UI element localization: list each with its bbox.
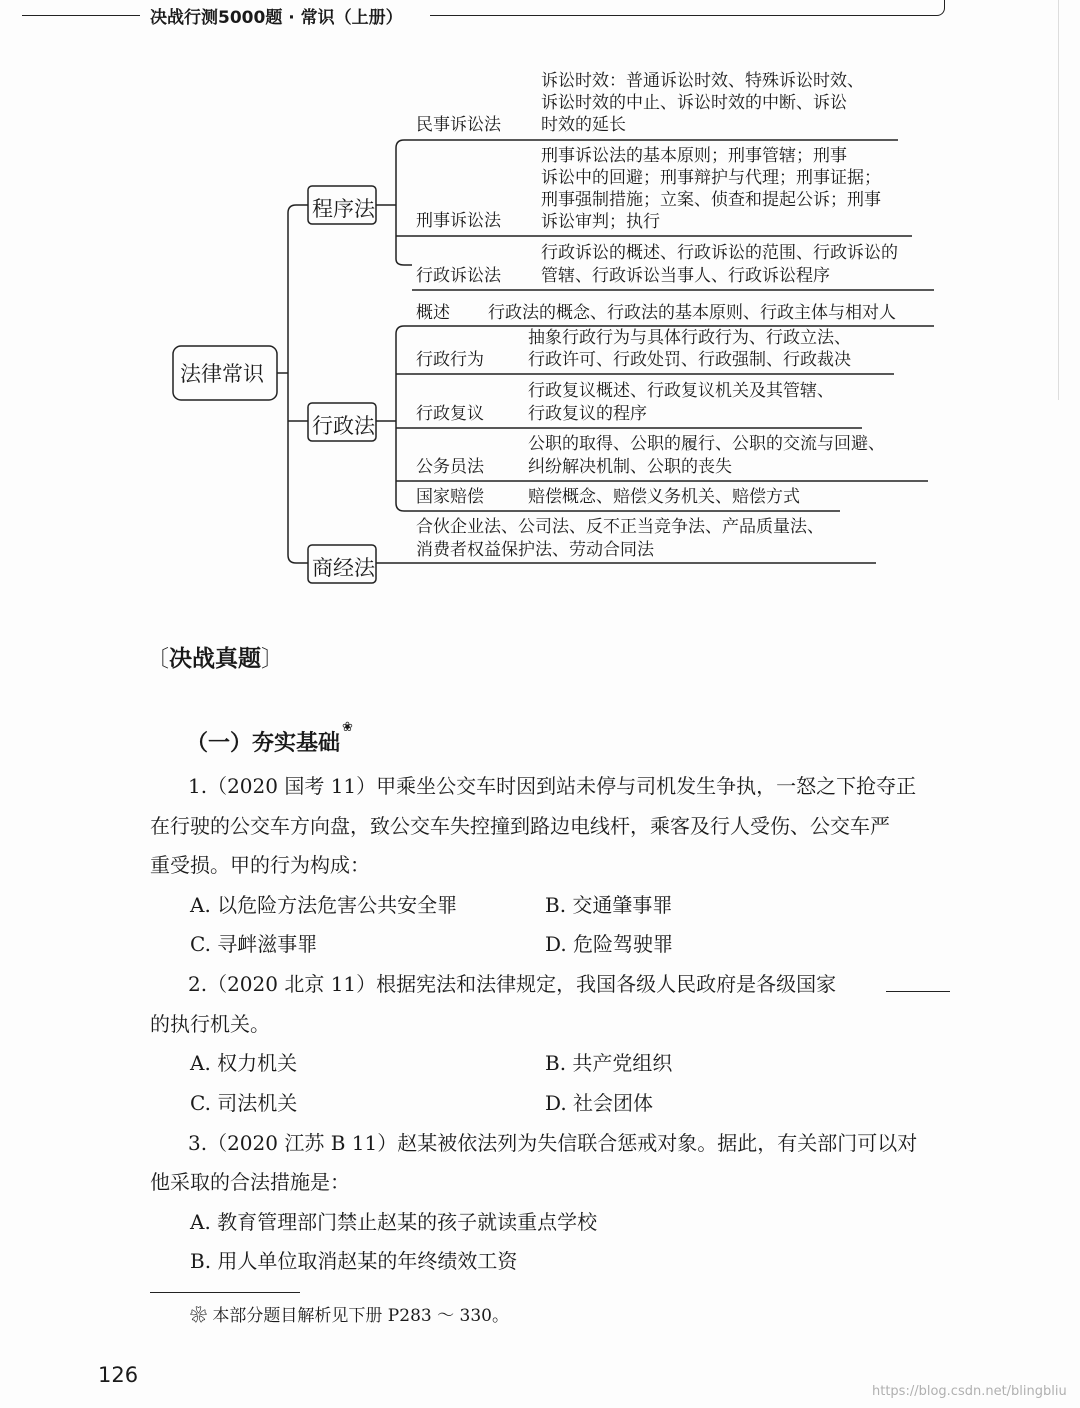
- mindmap-detail-line: 行政法的概念、行政法的基本原则、行政主体与相对人: [488, 303, 896, 323]
- question-3-line: 3.（2020 江苏 B 11）赵某被依法列为失信联合惩戒对象。据此，有关部门可以对: [188, 1131, 918, 1155]
- mindmap-sub-overview: 概述: [416, 303, 450, 323]
- flower-mark-icon: ❀: [342, 720, 353, 735]
- mindmap-detail-line: 公职的取得、公职的履行、公职的交流与回避、: [528, 434, 885, 454]
- mindmap-sub-admin-litigation: 行政诉讼法: [416, 266, 501, 286]
- mindmap-detail-line: 抽象行政行为与具体行政行为、行政立法、: [528, 328, 851, 348]
- section-title-text: 决战真题: [169, 646, 261, 672]
- mindmap-detail-line: 诉讼时效的中止、诉讼时效的中断、诉讼: [541, 93, 847, 113]
- mindmap-detail-line: 合伙企业法、公司法、反不正当竞争法、产品质量法、: [416, 517, 824, 537]
- mindmap-detail-line: 时效的延长: [541, 115, 626, 135]
- page-number: 126: [98, 1363, 139, 1387]
- mindmap-detail-line: 行政许可、行政处罚、行政强制、行政裁决: [528, 350, 851, 370]
- question-1-line: 重受损。甲的行为构成：: [150, 853, 370, 877]
- watermark: https://blog.csdn.net/blingbliu: [872, 1384, 1067, 1399]
- mindmap-detail-line: 纠纷解决机制、公职的丧失: [528, 457, 732, 477]
- mindmap-sub-criminal-procedure: 刑事诉讼法: [416, 211, 501, 231]
- mindmap-sub-state-compensation: 国家赔偿: [416, 487, 484, 507]
- question-1-option-d: D. 危险驾驶罪: [545, 932, 674, 956]
- section-bracket-open: 〔: [146, 646, 169, 672]
- footnote-rule: [150, 1292, 300, 1293]
- mindmap-branch-administrative-law: 行政法: [312, 414, 375, 438]
- question-2-option-a: A. 权力机关: [190, 1051, 298, 1075]
- question-2-option-c: C. 司法机关: [190, 1091, 298, 1115]
- question-2-line: 2.（2020 北京 11）根据宪法和法律规定，我国各级人民政府是各级国家: [188, 972, 837, 996]
- subsection-title-text: （一）夯实基础: [186, 731, 341, 756]
- question-3-option-a: A. 教育管理部门禁止赵某的孩子就读重点学校: [190, 1210, 598, 1234]
- mindmap-detail-line: 诉讼审判；执行: [541, 212, 660, 232]
- mindmap-sub-civil-procedure: 民事诉讼法: [416, 115, 501, 135]
- mindmap-sub-civil-servant: 公务员法: [416, 457, 484, 477]
- mindmap-detail-line: 行政诉讼的概述、行政诉讼的范围、行政诉讼的: [541, 243, 898, 263]
- mindmap-detail-line: 刑事诉讼法的基本原则；刑事管辖；刑事: [541, 146, 847, 166]
- mindmap-detail-line: 消费者权益保护法、劳动合同法: [416, 540, 654, 560]
- mindmap-sub-admin-review: 行政复议: [416, 404, 484, 424]
- mindmap-sub-admin-action: 行政行为: [416, 350, 484, 370]
- question-3-line: 他采取的合法措施是：: [150, 1170, 350, 1194]
- footnote: [190, 1301, 509, 1326]
- mindmap-detail-line: 行政复议概述、行政复议机关及其管辖、: [528, 381, 834, 401]
- mindmap-detail-line: 赔偿概念、赔偿义务机关、赔偿方式: [528, 487, 800, 507]
- mindmap-detail-line: 刑事强制措施；立案、侦查和提起公诉；刑事: [541, 190, 881, 210]
- question-2-option-b: B. 共产党组织: [545, 1051, 673, 1075]
- question-2-line: 的执行机关。: [150, 1012, 270, 1036]
- question-1-line: 1.（2020 国考 11）甲乘坐公交车时因到站未停与司机发生争执，一怒之下抢夺正: [188, 774, 917, 798]
- question-1-option-a: A. 以危险方法危害公共安全罪: [190, 893, 458, 917]
- mindmap-detail-line: 管辖、行政诉讼当事人、行政诉讼程序: [541, 266, 830, 286]
- mindmap-branch-procedure-law: 程序法: [312, 197, 375, 221]
- question-2-option-d: D. 社会团体: [545, 1091, 654, 1115]
- mindmap-detail-line: 行政复议的程序: [528, 404, 647, 424]
- question-2-blank: [886, 991, 950, 992]
- footnote-text: 本部分题目解析见下册 P283 ～ 330。: [212, 1306, 509, 1326]
- header-title: 决战行测5000题 · 常识（上册）: [150, 8, 403, 28]
- mindmap-root: 法律常识: [180, 362, 264, 386]
- mindmap-branch-commercial-law: 商经法: [312, 556, 375, 580]
- subsection-title: [186, 720, 353, 757]
- section-title: [146, 640, 284, 673]
- mindmap-detail-line: 诉讼中的回避；刑事辩护与代理；刑事证据；: [541, 168, 881, 188]
- mindmap-detail-line: 诉讼时效：普通诉讼时效、特殊诉讼时效、: [541, 71, 864, 91]
- flower-mark-icon: ❀: [190, 1306, 207, 1326]
- question-1-line: 在行驶的公交车方向盘，致公交车失控撞到路边电线杆，乘客及行人受伤、公交车严: [150, 814, 890, 838]
- question-1-option-b: B. 交通肇事罪: [545, 893, 673, 917]
- section-bracket-close: 〕: [261, 646, 284, 672]
- question-3-option-b: B. 用人单位取消赵某的年终绩效工资: [190, 1249, 518, 1273]
- question-1-option-c: C. 寻衅滋事罪: [190, 932, 318, 956]
